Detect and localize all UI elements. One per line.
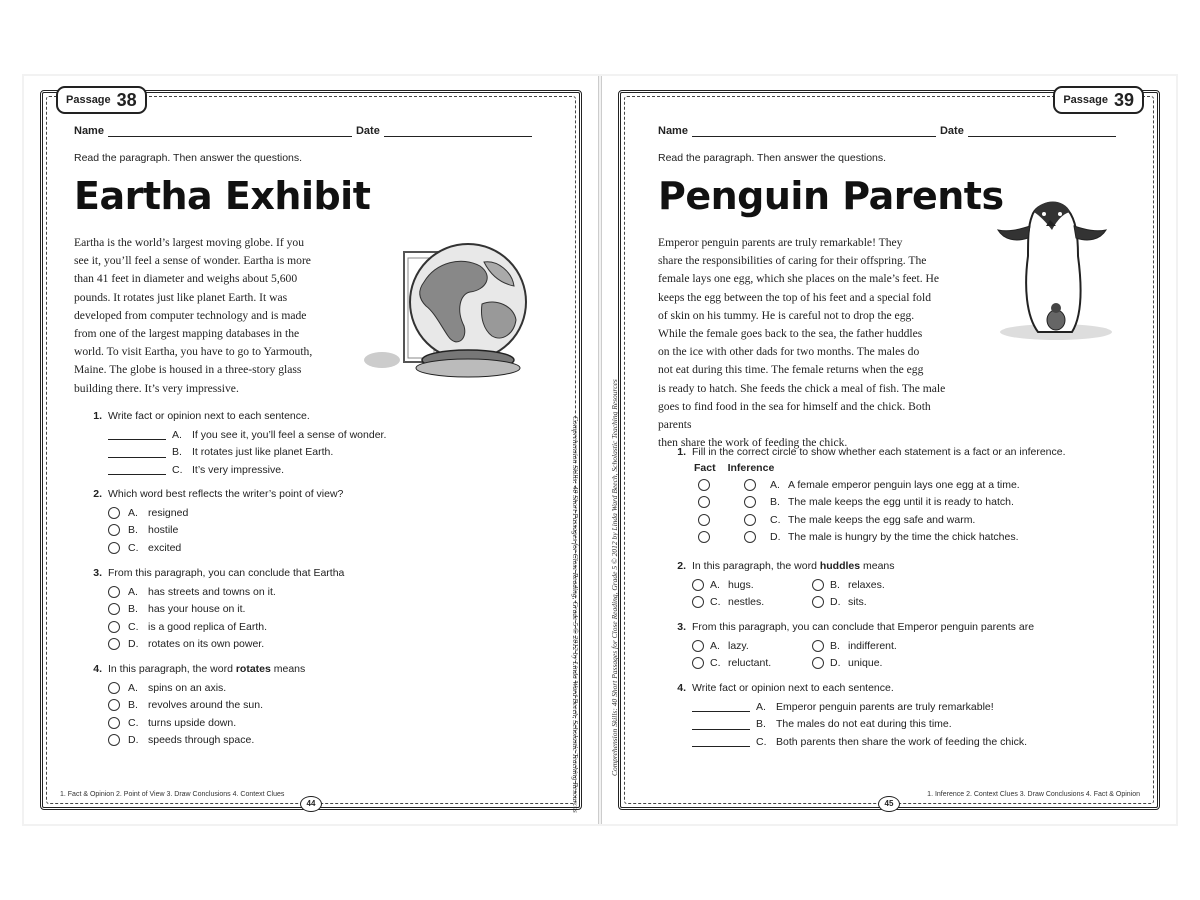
statement-row (698, 476, 1066, 494)
statement-row (698, 529, 1066, 547)
option-letter: C. (710, 596, 721, 609)
option-letter: B. (128, 524, 138, 537)
option-letter: B. (128, 603, 138, 616)
passage-label: Passage (1063, 94, 1108, 106)
answer-option[interactable] (108, 697, 305, 715)
question-stem: Write fact or opinion next to each sentence. (692, 682, 894, 694)
question-number: 1. (677, 446, 686, 458)
item-text: If you see it, you’ll feel a sense of wonder. (192, 428, 387, 441)
question-number: 2. (677, 560, 686, 572)
option-letter: D. (128, 734, 139, 747)
date-field[interactable] (968, 125, 1116, 137)
radio-circle[interactable] (108, 638, 120, 650)
inference-radio[interactable] (744, 531, 756, 543)
answer-option[interactable] (812, 579, 932, 591)
radio-circle[interactable] (108, 717, 120, 729)
radio-circle[interactable] (692, 657, 704, 669)
paragraph-line: than 41 feet in diameter and weighs about 5,600 (74, 272, 298, 286)
radio-circle[interactable] (108, 682, 120, 694)
question-stem: Which word best reflects the writer’s point of view? (108, 488, 344, 500)
question-number: 3. (93, 567, 102, 579)
instructions: Read the paragraph. Then answer the questions. (658, 152, 887, 164)
radio-circle[interactable] (108, 603, 120, 615)
name-date-line (658, 125, 1120, 137)
answer-option[interactable] (812, 640, 932, 652)
radio-circle[interactable] (812, 596, 824, 608)
stem-text: In this paragraph, the word (108, 663, 236, 675)
radio-circle[interactable] (108, 621, 120, 633)
option-text: spins on an axis. (148, 681, 227, 694)
stem-bold-word: huddles (819, 560, 861, 572)
copyright-credit: Comprehension Skills: 40 Short Passages for Close Reading, Grade 5 © 2012 by Linda Ward Beech, Scholastic Teaching Resources (610, 379, 619, 776)
answer-blank[interactable] (692, 719, 750, 730)
radio-circle[interactable] (108, 586, 120, 598)
answer-option[interactable] (108, 714, 305, 732)
answer-option[interactable] (108, 522, 343, 540)
stem-text: means (860, 560, 895, 572)
right-page (602, 76, 1176, 824)
option-text: relaxes. (848, 578, 885, 591)
radio-circle[interactable] (108, 507, 120, 519)
answer-blank[interactable] (692, 736, 750, 747)
statement-row (698, 511, 1066, 529)
question-stem: From this paragraph, you can conclude that Emperor penguin parents are (692, 621, 1035, 633)
option-letter: A. (128, 585, 138, 598)
option-letter: C. (128, 620, 139, 633)
answer-option[interactable] (108, 583, 344, 601)
fact-radio[interactable] (698, 531, 710, 543)
passage-tab (1053, 86, 1144, 114)
radio-circle[interactable] (108, 524, 120, 536)
skills-footer: 1. Fact & Opinion 2. Point of View 3. Draw Conclusions 4. Context Clues (60, 791, 285, 798)
item-letter: C. (756, 735, 767, 748)
question-stem: Write fact or opinion next to each sentence. (108, 410, 310, 422)
radio-circle[interactable] (108, 542, 120, 554)
passage-paragraph (658, 234, 958, 452)
passage-label: Passage (66, 94, 111, 106)
name-field[interactable] (108, 125, 352, 137)
paragraph-line: Emperor penguin parents are truly remarkable! They (658, 236, 903, 249)
question-stem: Fill in the correct circle to show whether each statement is a fact or an inference. (692, 446, 1066, 458)
answer-option[interactable] (108, 618, 344, 636)
item-letter: A. (172, 428, 182, 441)
answer-option[interactable] (692, 640, 812, 652)
paragraph-line: see it, you’ll feel a sense of wonder. Eartha is more (74, 254, 311, 268)
date-field[interactable] (384, 125, 532, 137)
item-text: A female emperor penguin lays one egg at a time. (788, 478, 1020, 491)
page-number: 45 (878, 796, 900, 812)
item-text: It’s very impressive. (192, 463, 284, 476)
paragraph-line: of skin on his tummy. He is careful not to drop the egg. (658, 308, 915, 322)
option-text: hugs. (728, 578, 754, 591)
name-label: Name (74, 125, 104, 137)
answer-blank[interactable] (108, 447, 166, 458)
question-number: 4. (677, 682, 686, 694)
answer-option[interactable] (108, 732, 305, 750)
question-number: 3. (677, 621, 686, 633)
radio-circle[interactable] (812, 579, 824, 591)
passage-number: 38 (116, 89, 137, 110)
stem-bold-word: rotates (235, 663, 271, 675)
fact-radio[interactable] (698, 479, 710, 491)
item-letter: D. (770, 531, 781, 544)
question-number: 2. (93, 488, 102, 500)
radio-circle[interactable] (108, 699, 120, 711)
name-date-line (74, 125, 536, 137)
question-2 (674, 560, 932, 611)
option-letter: C. (128, 541, 139, 554)
option-letter: A. (710, 578, 720, 591)
left-page (24, 76, 598, 824)
option-text: indifferent. (848, 639, 897, 652)
answer-option[interactable] (108, 504, 343, 522)
option-text: revolves around the sun. (148, 699, 263, 712)
radio-circle[interactable] (812, 657, 824, 669)
question-3 (90, 567, 344, 653)
statement-row (698, 494, 1066, 512)
question-number: 4. (93, 663, 102, 675)
passage-title: Penguin Parents (658, 174, 1004, 218)
option-text: turns upside down. (148, 716, 237, 729)
passage-tab (56, 86, 147, 114)
paragraph-line: building there. It’s very impressive. (74, 381, 239, 395)
option-text: resigned (148, 506, 189, 519)
paragraph-line: from one of the largest mapping databases in the (74, 327, 300, 341)
item-letter: A. (770, 478, 780, 491)
item-text: The male is hungry by the time the chick hatches. (788, 531, 1019, 544)
radio-circle[interactable] (692, 579, 704, 591)
name-label: Name (658, 125, 688, 137)
option-text: speeds through space. (148, 734, 255, 747)
answer-option[interactable] (108, 679, 305, 697)
answer-option[interactable] (812, 596, 932, 608)
question-stem (692, 560, 895, 572)
option-text: is a good replica of Earth. (148, 620, 268, 633)
stem-text: means (270, 663, 306, 675)
option-letter: C. (710, 657, 721, 670)
option-letter: C. (128, 716, 139, 729)
paragraph-line: keeps the egg between the top of his feet and a special fold (658, 290, 931, 304)
skills-footer: 1. Inference 2. Context Clues 3. Draw Conclusions 4. Fact & Opinion (927, 791, 1140, 798)
option-text: rotates on its own power. (148, 638, 265, 651)
column-header-inference: Inference (727, 462, 775, 474)
item-letter: C. (172, 463, 183, 476)
date-label: Date (939, 125, 964, 137)
item-text: The male keeps the egg until it is ready to hatch. (788, 496, 1014, 509)
item-text: The male keeps the egg safe and warm. (788, 513, 976, 526)
instructions: Read the paragraph. Then answer the questions. (74, 152, 303, 164)
item-text: Both parents then share the work of feeding the chick. (776, 735, 1027, 748)
question-4 (674, 682, 1027, 751)
inference-radio[interactable] (744, 479, 756, 491)
answer-blank[interactable] (108, 464, 166, 475)
radio-circle[interactable] (108, 734, 120, 746)
name-field[interactable] (692, 125, 936, 137)
item-text: The males do not eat during this time. (776, 718, 952, 731)
copyright-credit: Comprehension Skills: 40 Short Passages for Close Reading, Grade 5 © 2012 by Linda Ward Beech, Scholastic Teaching Resources (571, 416, 580, 813)
option-text: has your house on it. (148, 603, 246, 616)
option-letter: B. (830, 578, 840, 591)
option-letter: B. (830, 639, 840, 652)
item-letter: A. (756, 700, 766, 713)
paragraph-line: pounds. It rotates just like planet Earth. It was (74, 290, 288, 304)
paragraph-line: female lays one egg, which she places on the male’s feet. He (658, 272, 940, 286)
penguin-illustration (986, 196, 1116, 346)
paragraph-line: on the ice with other dads for two months. The males do (658, 345, 920, 359)
radio-circle[interactable] (812, 640, 824, 652)
globe-illustration (364, 232, 544, 382)
item-letter: B. (756, 718, 766, 731)
item-letter: B. (172, 446, 182, 459)
answer-option[interactable] (692, 579, 812, 591)
option-text: has streets and towns on it. (148, 585, 276, 598)
fact-radio[interactable] (698, 496, 710, 508)
item-text: Emperor penguin parents are truly remarkable! (776, 700, 994, 713)
option-letter: D. (830, 657, 841, 670)
radio-circle[interactable] (692, 640, 704, 652)
item-letter: B. (770, 496, 780, 509)
option-letter: A. (710, 639, 720, 652)
question-1 (674, 446, 1066, 546)
option-letter: D. (830, 596, 841, 609)
paragraph-line: world. To visit Eartha, you have to go to Yarmouth, (74, 345, 313, 359)
stem-text: In this paragraph, the word (692, 560, 820, 572)
passage-paragraph (74, 234, 340, 398)
option-text: hostile (148, 524, 179, 537)
option-text: sits. (848, 596, 867, 609)
question-2 (90, 488, 343, 557)
option-letter: D. (128, 638, 139, 651)
paragraph-line: Maine. The globe is housed in a three-story glass (74, 363, 302, 377)
answer-option[interactable] (108, 601, 344, 619)
paragraph-line: While the female goes back to the sea, the father huddles (658, 327, 923, 341)
question-4 (90, 663, 305, 749)
paragraph-line: developed from computer technology and is made (74, 308, 307, 322)
radio-circle[interactable] (692, 596, 704, 608)
date-label: Date (355, 125, 380, 137)
question-stem: From this paragraph, you can conclude that Eartha (108, 567, 345, 579)
passage-number: 39 (1113, 89, 1134, 110)
option-letter: A. (128, 506, 138, 519)
page-number: 44 (300, 796, 322, 812)
answer-option[interactable] (108, 539, 343, 557)
answer-blank[interactable] (692, 701, 750, 712)
question-3 (674, 621, 1034, 672)
answer-option[interactable] (692, 596, 812, 608)
item-letter: C. (770, 513, 781, 526)
inference-radio[interactable] (744, 496, 756, 508)
paragraph-line: goes to find food in the sea for himself and the chick. Both parents (658, 399, 931, 432)
option-text: lazy. (728, 639, 749, 652)
paragraph-line: not eat during this time. The female returns when the egg (658, 363, 924, 377)
answer-blank[interactable] (108, 429, 166, 440)
option-letter: B. (128, 699, 138, 712)
answer-option[interactable] (692, 657, 812, 669)
paragraph-line: is ready to hatch. She feeds the chick a meal of fish. The male (658, 381, 946, 395)
question-1 (90, 410, 386, 479)
passage-title: Eartha Exhibit (74, 174, 371, 218)
answer-option[interactable] (108, 636, 344, 654)
question-number: 1. (93, 410, 102, 422)
fact-radio[interactable] (698, 514, 710, 526)
question-stem (108, 663, 305, 675)
inference-radio[interactable] (744, 514, 756, 526)
option-text: reluctant. (728, 657, 772, 670)
answer-option[interactable] (812, 657, 932, 669)
option-text: excited (148, 541, 182, 554)
option-text: nestles. (728, 596, 765, 609)
option-letter: A. (128, 681, 138, 694)
item-text: It rotates just like planet Earth. (192, 446, 334, 459)
paragraph-line: Eartha is the world’s largest moving globe. If you (74, 236, 305, 249)
option-text: unique. (848, 657, 883, 670)
paragraph-line: share the responsibilities of caring for their offspring. The (658, 254, 927, 268)
paragraph-line: then share the work of feeding the chick. (658, 436, 848, 450)
column-header-fact: Fact (694, 462, 716, 474)
